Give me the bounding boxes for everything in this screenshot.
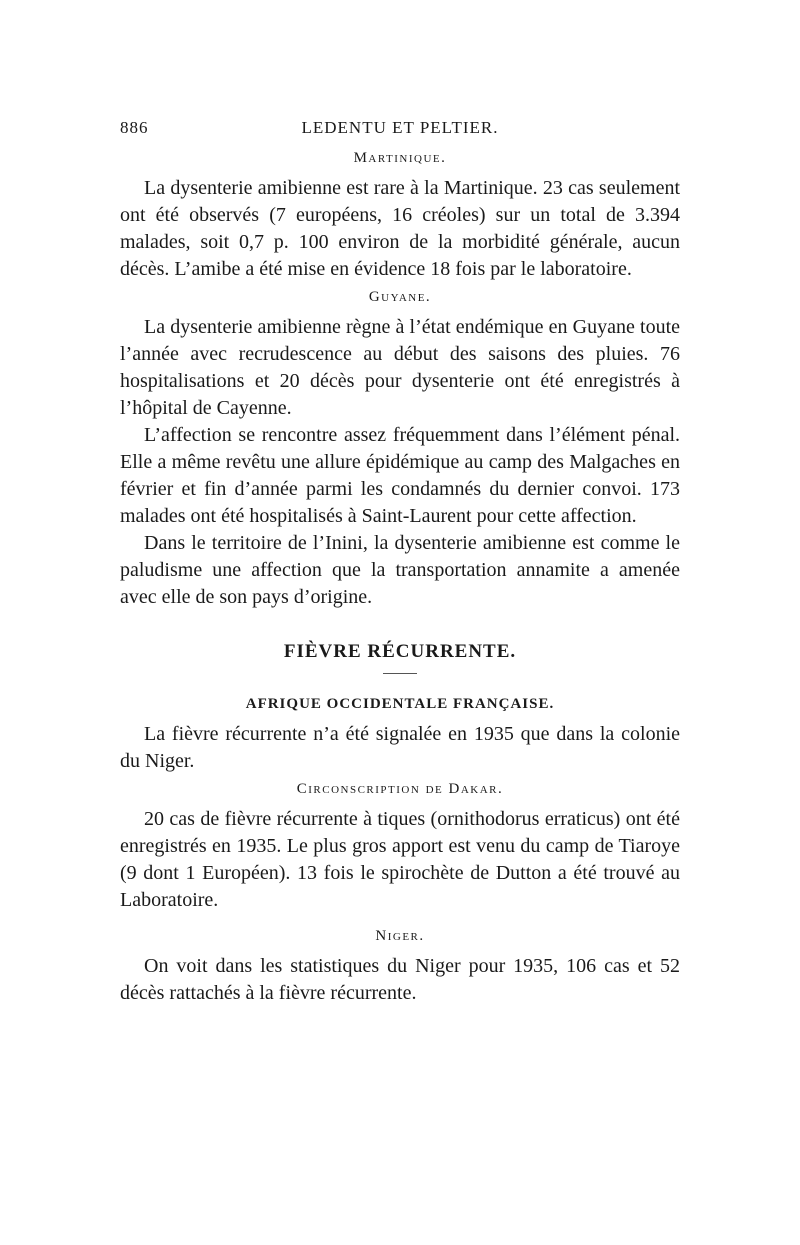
paragraph-guyane-2: L’affection se rencontre assez fréquemment dans l’élément pénal. Elle a même revêtu une allure épidémique au camp des Malgaches en février et fin d’année parmi les condamnés du dernier convoi. 173 malades ont été hospitalisés à Saint-Laurent pour cette affection. — [120, 424, 680, 527]
heading-guyane: Guyane. — [368, 289, 432, 305]
heading-niger: Niger. — [375, 928, 425, 944]
heading-martinique: Martinique. — [353, 150, 447, 166]
paragraph-dakar: 20 cas de fièvre récurrente à tiques (ornithodorus erraticus) ont été enregistrés en 1935. Le plus gros apport est venu du camp de Tiaroye (9 dont 1 Européen). 13 fois le spirochète de Dutton a été trouvé au Laboratoire. — [120, 808, 680, 911]
paragraph-aof: La fièvre récurrente n’a été signalée en 1935 que dans la colonie du Niger. — [120, 723, 680, 772]
spacer — [120, 914, 680, 922]
divider-rule — [383, 673, 417, 674]
heading-dakar: Circonscription de Dakar. — [296, 781, 504, 797]
page-number: 886 — [120, 118, 149, 137]
paragraph-guyane-3: Dans le territoire de l’Inini, la dysenterie amibienne est comme le paludisme une affection que la transportation annamite a amenée avec elle de son pays d’origine. — [120, 532, 680, 608]
paragraph-martinique: La dysenterie amibienne est rare à la Martinique. 23 cas seulement ont été observés (7 européens, 16 créoles) sur un total de 3.394 malades, soit 0,7 p. 100 environ de la morbidité générale, aucun décès. L’amibe a été mise en évidence 18 fois par le laboratoire. — [120, 177, 680, 280]
running-header — [120, 118, 680, 144]
paragraph-niger: On voit dans les statistiques du Niger pour 1935, 106 cas et 52 décès rattachés à la fièvre récurrente. — [120, 955, 680, 1004]
document-page — [120, 118, 680, 1007]
heading-aof: AFRIQUE OCCIDENTALE FRANÇAISE. — [245, 696, 555, 712]
heading-fievre-recurrente: FIÈVRE RÉCURRENTE. — [283, 641, 517, 662]
running-title: LEDENTU ET PELTIER. — [301, 118, 499, 137]
paragraph-guyane-1: La dysenterie amibienne règne à l’état endémique en Guyane toute l’année avec recrudescence au début des saisons des pluies. 76 hospitalisations et 20 décès pour dysenterie ont été enregistrés à l’hôpital de Cayenne. — [120, 316, 680, 419]
